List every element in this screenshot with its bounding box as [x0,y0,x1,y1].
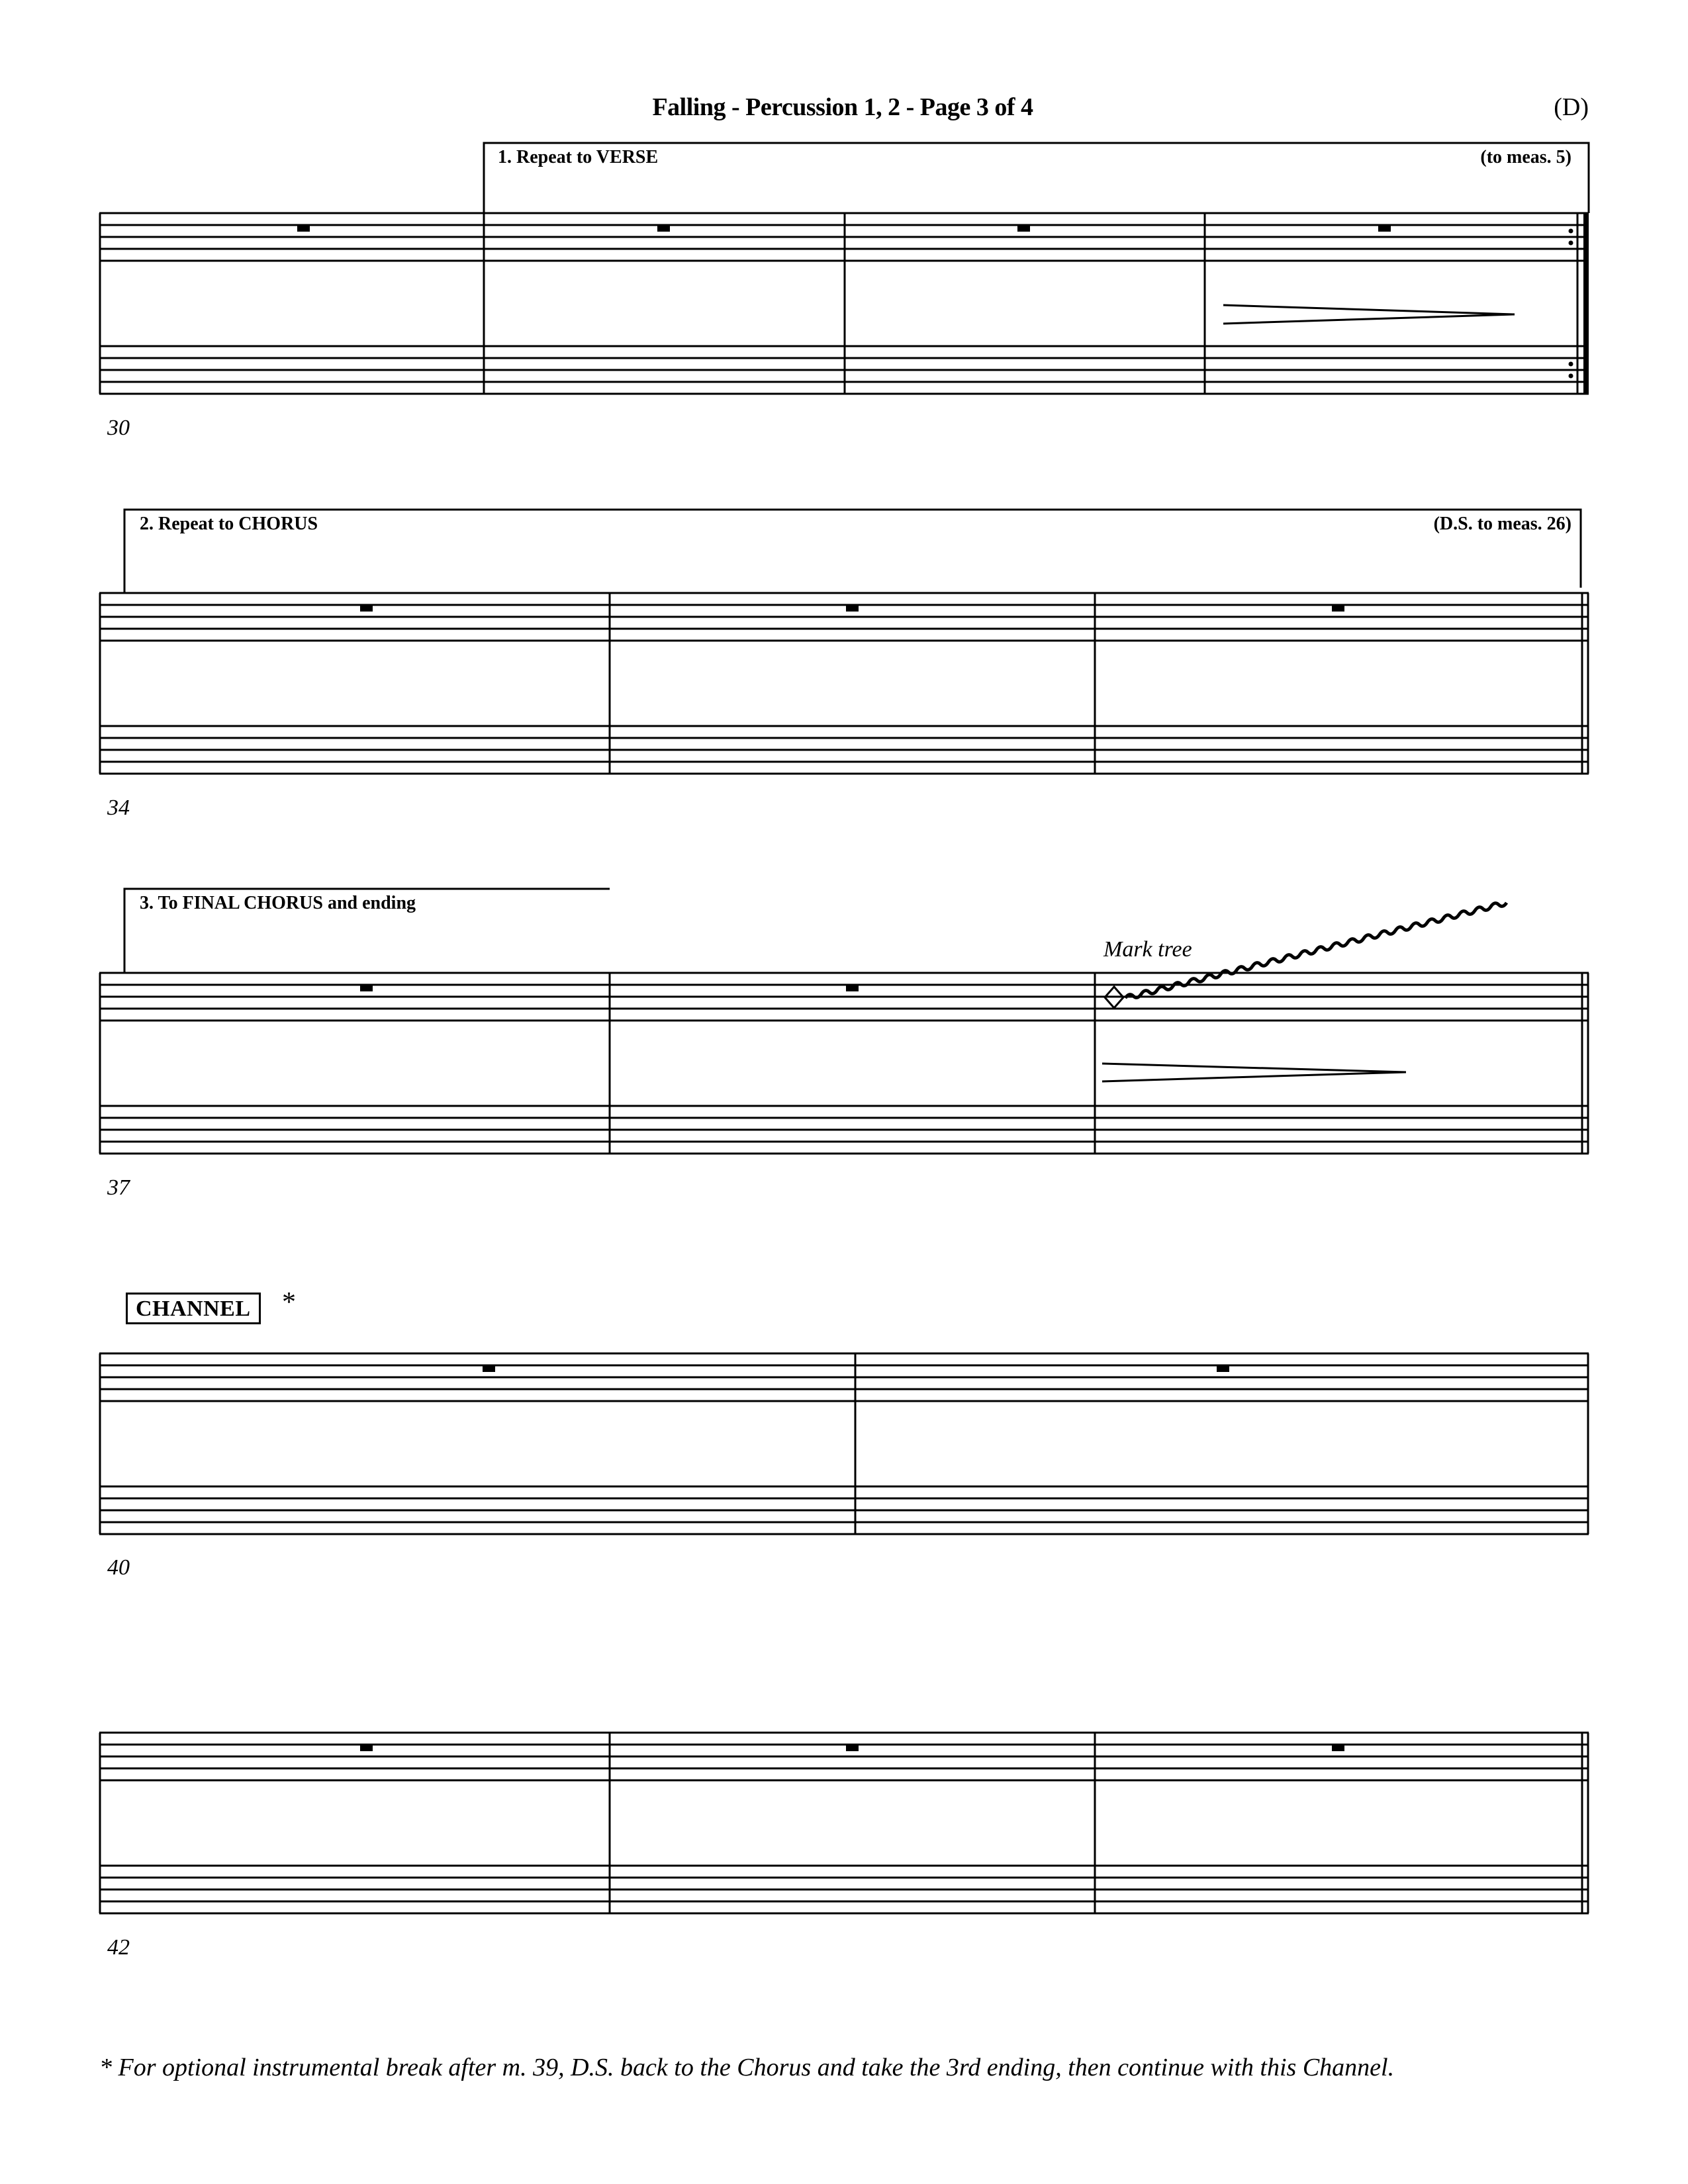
footnote-asterisk: * [282,1287,296,1318]
system-1 [99,143,1589,394]
barlines [100,213,1577,394]
upper-staff [99,593,1589,641]
system-2 [99,510,1589,774]
barlines [100,593,1588,774]
ending-3-label: 3. To FINAL CHORUS and ending [140,893,416,913]
decrescendo-hairpin [1102,1064,1406,1081]
lower-staff [99,1106,1589,1154]
upper-staff [99,1353,1589,1401]
lower-staff [99,1866,1589,1913]
barlines [100,1353,1588,1534]
measure-number: 42 [107,1935,130,1960]
measure-number: 30 [107,416,130,440]
ending-2-label: 2. Repeat to CHORUS [140,514,318,534]
measure-number: 34 [107,796,130,820]
final-repeat-barline [1583,213,1589,394]
upper-staff [99,973,1589,1021]
decrescendo-hairpin [1223,305,1515,324]
instrument-label-mark-tree: Mark tree [1103,937,1192,962]
ending-1-target: (to meas. 5) [1480,147,1571,167]
system-5 [99,1733,1589,1913]
measure-number: 40 [107,1555,130,1580]
barlines [100,1733,1588,1913]
ending-1-label: 1. Repeat to VERSE [498,147,659,167]
system-3 [99,889,1589,1154]
title-text: Falling - Percussion 1, 2 - Page 3 of 4 [652,93,1033,121]
upper-staff [99,1733,1589,1780]
measure-number: 37 [107,1175,130,1200]
ending-2-target: (D.S. to meas. 26) [1433,514,1571,534]
footnote: * For optional instrumental break after m. 39, D.S. back to the Chorus and take the 3rd ending, then continue with this Channel. [99,2054,1395,2081]
repeat-dots [1569,229,1573,379]
barlines [100,973,1588,1154]
ending-bracket-2 [124,510,1581,593]
lower-staff [99,726,1589,774]
system-4-channel [99,1353,1589,1534]
version-label: (D) [1554,93,1589,121]
rehearsal-mark-channel: CHANNEL [126,1293,261,1324]
lower-staff [99,1486,1589,1534]
